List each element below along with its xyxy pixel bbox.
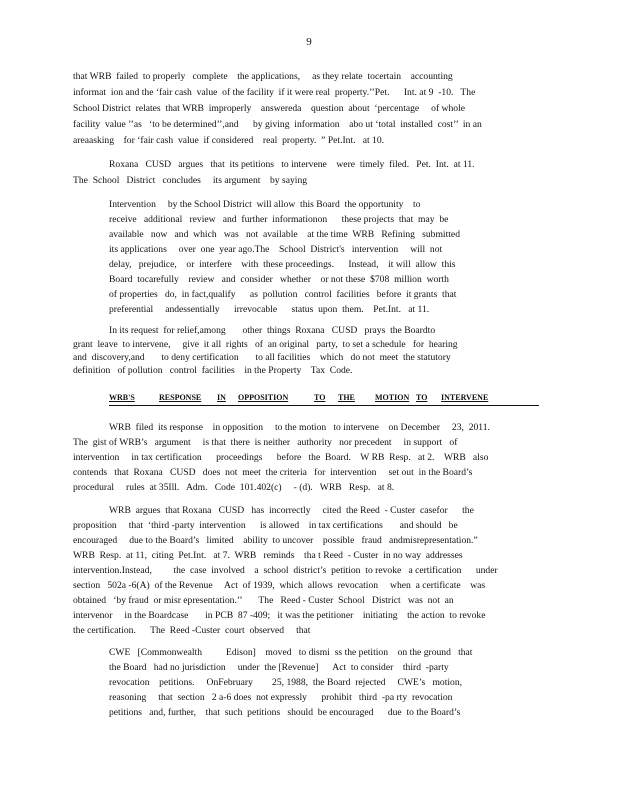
block-quote-line: the Board had no jurisdiction under the [Revenue] Act to consider third -party [109, 662, 449, 673]
block-quote-line: CWE [Commonwealth Edison] moved to dismi ss the petition on the ground that [109, 647, 473, 658]
heading-word: IN [217, 393, 226, 402]
paragraph-line: encouraged due to the Board’s limited ability to uncover possible fraud andmisrepresentation.” [73, 535, 478, 546]
heading-word: RESPONSE [159, 393, 202, 402]
paragraph-line: In its request for relief,among other things Roxana CUSD prays the Boardto [109, 325, 436, 336]
heading-word: WRB'S [109, 393, 135, 402]
paragraph-line: section 502a -6(A) of the Revenue Act of 1939, which allows revocation when a certificate was [73, 580, 486, 591]
paragraph-line: that WRB failed to properly complete the applications, as they relate tocertain accounting [73, 71, 453, 82]
paragraph-line: intervenor in the Boardcase in PCB 87 -409; it was the petitioner initiating the action to revoke [73, 610, 486, 621]
heading-word: INTERVENE [441, 393, 489, 402]
paragraph-line: The School District concludes its argument by saying [73, 175, 308, 186]
paragraph-line: Roxana CUSD argues that its petitions to intervene were timely filed. Pet. Int. at 11. [109, 159, 475, 170]
block-quote-line: its applications over one year ago.The School District's intervention will not [109, 244, 443, 255]
paragraph-line: informat ion and the ‘fair cash value of the facility if it were real property.’’Pet. Int. at 9 -10. The [73, 87, 476, 98]
paragraph-line: WRB Resp. at 11, citing Pet.Int. at 7. WRB reminds tha t Reed - Custer in no way addresses [73, 550, 463, 561]
paragraph-line: definition of pollution control facilities in the Property Tax Code. [73, 365, 353, 376]
section-heading [109, 391, 539, 407]
paragraph-line: WRB filed its response in opposition to the motion to intervene on December 23, 2011. [109, 422, 490, 433]
block-quote-line: available now and which was not available at the time WRB Refining submitted [109, 229, 460, 240]
paragraph-line: WRB argues that Roxana CUSD has incorrectly cited the Reed - Custer casefor the [109, 505, 474, 516]
block-quote-line: revocation petitions. OnFebruary 25, 1988, the Board rejected CWE’s motion, [109, 677, 463, 688]
paragraph-line: The gist of WRB’s argument is that there is neither authority nor precedent in support of [73, 437, 458, 448]
paragraph-line: the certification. The Reed -Custer court observed that [73, 625, 311, 636]
block-quote-line: Board tocarefully review and consider whether or not these $708 million worth [109, 274, 449, 285]
paragraph-line: obtained ‘by fraud or misr epresentation.’’ The Reed - Custer School District was not an [73, 595, 454, 606]
paragraph-line: intervention in tax certification proceedings before the Board. W RB Resp. at 2. WRB also [73, 452, 489, 463]
block-quote-line: Intervention by the School District will allow this Board the opportunity to [109, 199, 421, 210]
paragraph-line: areaasking for ‘fair cash value if considered real property. ” Pet.Int. at 10. [73, 135, 385, 146]
heading-word: THE [338, 393, 355, 402]
page-number: 9 [306, 36, 312, 48]
block-quote-line: petitions and, further, that such petitions should be encouraged due to the Board’s [109, 707, 461, 718]
paragraph-line: grant leave to intervene, give it all rights of an original party, to set a schedule for hearing [73, 339, 458, 350]
paragraph-line: contends that Roxana CUSD does not meet the criteria for intervention set out in the Board’s [73, 467, 473, 478]
heading-word: TO [314, 393, 326, 402]
block-quote-line: receive additional review and further informationon these projects that may be [109, 214, 449, 225]
block-quote-line: of properties do, in fact,qualify as pollution control facilities before it grants that [109, 289, 457, 300]
block-quote-line: reasoning that section 2 a-6 does not expressly prohibit third -pa rty revocation [109, 692, 453, 703]
heading-word: OPPOSITION [238, 393, 289, 402]
paragraph-line: and discovery,and to deny certification to all facilities which do not meet the statutory [73, 352, 451, 363]
heading-word: MOTION [375, 393, 410, 402]
paragraph-line: proposition that ‘third -party intervention is allowed in tax certifications and should be [73, 520, 458, 531]
block-quote-line: delay, prejudice, or interfere with these proceedings. Instead, it will allow this [109, 259, 456, 270]
paragraph-line: School District relates that WRB improperly answereda question about ‘percentage of whole [73, 103, 465, 114]
paragraph-line: intervention.Instead, the case involved a school district’s petition to revoke a certification under [73, 565, 498, 576]
paragraph-line: procedural rules at 35Ill. Adm. Code 101.402(c) - (d). WRB Resp. at 8. [73, 482, 395, 493]
heading-rule [109, 405, 539, 406]
paragraph-line: facility value ’’as ‘to be determined’’,and by giving information abo ut ‘total installed cost’’ in an [73, 119, 482, 130]
block-quote-line: preferential andessentially irrevocable status upon them. Pet.Int. at 11. [109, 304, 430, 315]
heading-word: TO [416, 393, 428, 402]
